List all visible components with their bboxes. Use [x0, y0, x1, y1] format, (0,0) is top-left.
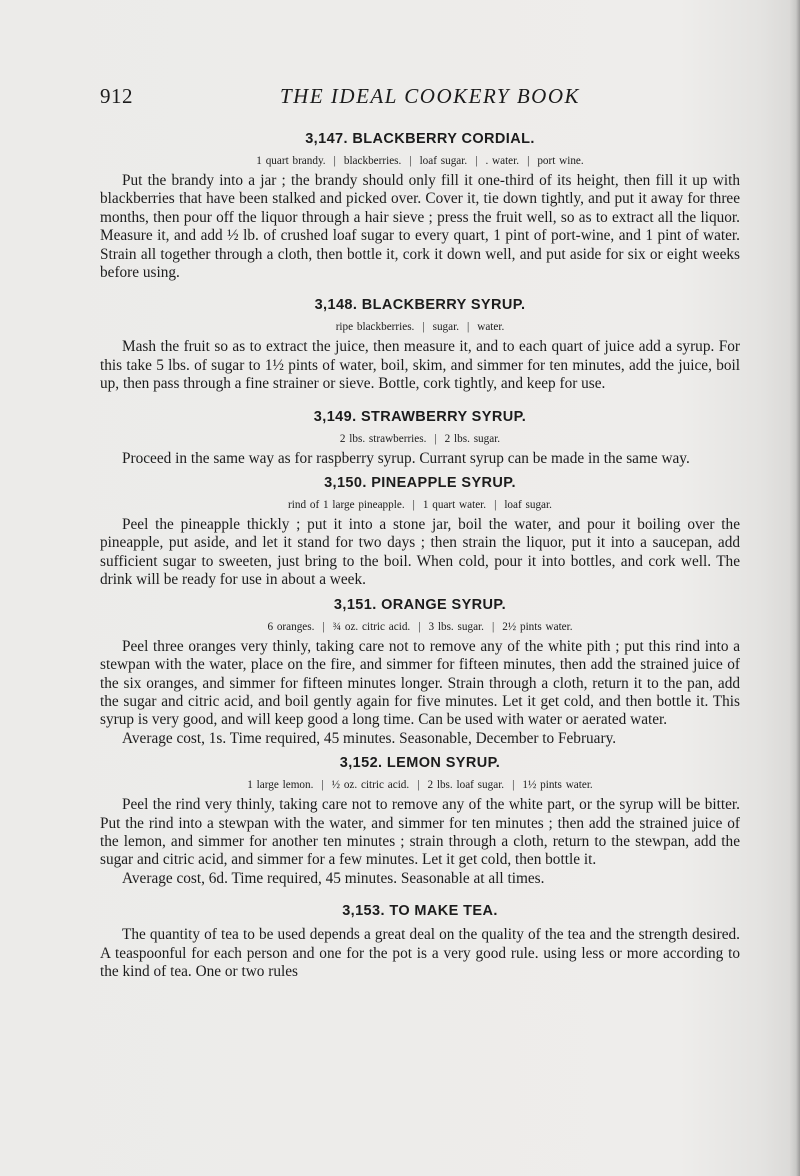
- separator: |: [467, 321, 470, 334]
- recipe-3147: [100, 130, 740, 282]
- separator: |: [409, 155, 412, 167]
- ingredient: 6 oranges.: [267, 620, 315, 633]
- ingredient-list: [100, 432, 740, 446]
- recipe-3148: [100, 296, 740, 393]
- ingredient: sugar.: [432, 321, 460, 334]
- separator: |: [418, 620, 421, 633]
- recipe-title: 3,149. STRAWBERRY SYRUP.: [313, 408, 527, 425]
- recipe-title: 3,148. BLACKBERRY SYRUP.: [314, 297, 526, 314]
- page-number: 912: [100, 84, 133, 108]
- separator: |: [491, 620, 495, 633]
- ingredient: 2 lbs. strawberries.: [339, 432, 427, 445]
- ingredient: 3 lbs. sugar.: [428, 620, 484, 633]
- ingredient: 1 large lemon.: [247, 779, 314, 792]
- recipe-paragraph: Proceed in the same way as for raspberry syrup. Currant syrup can be made in the same way.: [122, 449, 690, 467]
- separator: |: [475, 155, 478, 167]
- recipe-3149: [100, 408, 740, 468]
- ingredient: port wine.: [537, 155, 584, 167]
- ingredient-list: [100, 320, 740, 334]
- ingredient: rind of 1 large pineapple.: [288, 499, 405, 512]
- recipe-title: 3,147. BLACKBERRY CORDIAL.: [305, 131, 535, 147]
- recipe-title: 3,152. LEMON SYRUP.: [339, 755, 501, 772]
- separator: |: [333, 155, 336, 167]
- recipe-3153: [100, 902, 740, 981]
- ingredient: ¾ oz. citric acid.: [332, 620, 411, 633]
- recipe-3151: [100, 596, 740, 748]
- ingredient-list: [100, 498, 740, 512]
- separator: |: [512, 779, 515, 792]
- recipe-paragraph: Peel the rind very thinly, taking care not to remove any of the white part, or the syrup will be bitter. Put the rind into a stewpan with the water, and simmer for ten minutes ; then add the strained juice of the lemon, and simmer for another ten minutes ; strain through a cloth, return to the stewpan, add the sugar and citric acid, and simmer for a few minutes. Let it get cold, then bottle it.: [100, 796, 740, 869]
- ingredient: ½ oz. citric acid.: [331, 779, 410, 792]
- ingredient: water.: [477, 321, 505, 334]
- ingredient: 2½ pints water.: [502, 620, 573, 633]
- page-content: [100, 130, 740, 981]
- recipe-paragraph: Peel the pineapple thickly ; put it into a stone jar, boil the water, and pour it boiling over the pineapple, put aside, and let it stand for two days ; then strain the liquor, put it into a saucepan, add sufficient sugar to sweeten, just bring to the boil. When cold, pour it into bottles, and cork well. The drink will be ready for use in about a week.: [100, 516, 740, 589]
- recipe-cost-line: Average cost, 1s. Time required, 45 minutes. Seasonable, December to February.: [122, 729, 617, 747]
- recipe-paragraph: Peel three oranges very thinly, taking care not to remove any of the white pith ; put this rind into a stewpan with the water, place on the fire, and simmer for fifteen minutes, then add the strained juice of the six oranges, and simmer for fifteen minutes longer. Strain through a cloth, return it to the pan, add the sugar and citric acid, and boil gently again for five minutes. Let it get cold, and then bottle it. This syrup is very good, and will keep good a long time. Can be used with water or aerated water.: [100, 637, 740, 729]
- recipe-title: 3,150. PINEAPPLE SYRUP.: [324, 475, 516, 492]
- separator: |: [321, 779, 324, 792]
- ingredient-list: [100, 154, 740, 168]
- recipe-3152: [100, 754, 740, 888]
- ingredient-list: [100, 778, 740, 792]
- recipe-3150: [100, 474, 740, 590]
- ingredient: loaf sugar.: [504, 499, 552, 512]
- ingredient: . water.: [485, 155, 520, 167]
- recipe-paragraph: The quantity of tea to be used depends a great deal on the quality of the tea and the strength desired. A teaspoonful for each person and one for the pot is a very good rule. using less or more according to the kind of tea. One or two rules: [100, 926, 740, 980]
- ingredient: 2 lbs. sugar.: [444, 432, 501, 445]
- separator: |: [412, 499, 415, 512]
- recipe-title: 3,151. ORANGE SYRUP.: [333, 596, 507, 613]
- page-edge: [790, 0, 800, 1176]
- ingredient: ripe blackberries.: [335, 321, 415, 334]
- recipe-cost-line: Average cost, 6d. Time required, 45 minutes. Seasonable at all times.: [122, 869, 545, 887]
- separator: |: [494, 499, 497, 512]
- recipe-paragraph: Put the brandy into a jar ; the brandy should only fill it one-third of its height, then fill it up with blackberries that have been stalked and picked over. Cover it, tie down tightly, and put it away for three months, then pour off the liquor through a hair sieve ; press the fruit well, so as to extract all the liquor. Measure it, and add ½ lb. of crushed loaf sugar to every quart, 1 pint of port-wine, and 1 pint of water. Strain all together through a cloth, then bottle it, cork it down well, and put aside for six or eight weeks before using.: [100, 172, 740, 282]
- ingredient: loaf sugar.: [419, 155, 468, 167]
- ingredient: 2 lbs. loaf sugar.: [427, 779, 505, 792]
- separator: |: [417, 779, 420, 792]
- separator: |: [434, 432, 437, 445]
- ingredient: 1½ pints water.: [522, 779, 593, 792]
- ingredient: blackberries.: [343, 155, 402, 167]
- recipe-paragraph: Mash the fruit so as to extract the juice, then measure it, and to each quart of juice add a syrup. For this take 5 lbs. of sugar to 1½ pints of water, boil, skim, and simmer for ten minutes, add the juice, boil up, then pass through a fine strainer or sieve. Bottle, cork tightly, and keep for use.: [100, 338, 740, 393]
- ingredient: 1 quart brandy.: [256, 155, 326, 167]
- ingredient-list: [100, 620, 740, 634]
- separator: |: [527, 155, 530, 167]
- recipe-title: 3,153. TO MAKE TEA.: [342, 903, 498, 920]
- separator: |: [322, 620, 325, 633]
- running-title: THE IDEAL COOKERY BOOK: [280, 84, 581, 108]
- separator: |: [422, 321, 425, 334]
- ingredient: 1 quart water.: [422, 499, 487, 512]
